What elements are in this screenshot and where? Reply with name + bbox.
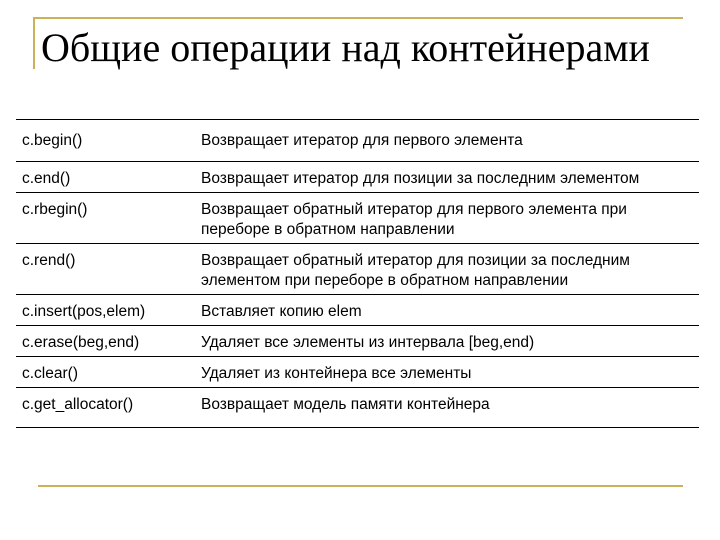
table-row bbox=[16, 193, 699, 244]
description-cell: Возвращает модель памяти контейнера bbox=[198, 388, 699, 428]
table-row bbox=[16, 244, 699, 295]
description-cell: Возвращает итератор для позиции за последним элементом bbox=[198, 162, 699, 193]
operation-cell: c.insert(pos,elem) bbox=[16, 295, 198, 326]
description-cell: Возвращает обратный итератор для первого элемента при переборе в обратном направлении bbox=[198, 193, 699, 244]
title-accent-line-left bbox=[33, 17, 35, 69]
description-cell: Возвращает обратный итератор для позиции за последним элементом при переборе в обратном направлении bbox=[198, 244, 699, 295]
operation-cell: c.end() bbox=[16, 162, 198, 193]
operation-cell: c.rend() bbox=[16, 244, 198, 295]
operation-cell: c.clear() bbox=[16, 357, 198, 388]
slide-title: Общие операции над контейнерами bbox=[41, 25, 650, 70]
operations-table bbox=[16, 119, 699, 428]
table-row bbox=[16, 295, 699, 326]
operation-cell: c.begin() bbox=[16, 120, 198, 162]
table-row bbox=[16, 162, 699, 193]
table-row bbox=[16, 326, 699, 357]
operation-cell: c.rbegin() bbox=[16, 193, 198, 244]
bottom-accent-line bbox=[38, 485, 683, 487]
description-cell: Удаляет все элементы из интервала [beg,end) bbox=[198, 326, 699, 357]
operation-cell: c.get_allocator() bbox=[16, 388, 198, 428]
description-cell: Возвращает итератор для первого элемента bbox=[198, 120, 699, 162]
title-accent-line-top bbox=[33, 17, 683, 19]
operation-cell: c.erase(beg,end) bbox=[16, 326, 198, 357]
table-row bbox=[16, 120, 699, 162]
table-row bbox=[16, 388, 699, 428]
description-cell: Удаляет из контейнера все элементы bbox=[198, 357, 699, 388]
description-cell: Вставляет копию elem bbox=[198, 295, 699, 326]
table-row bbox=[16, 357, 699, 388]
